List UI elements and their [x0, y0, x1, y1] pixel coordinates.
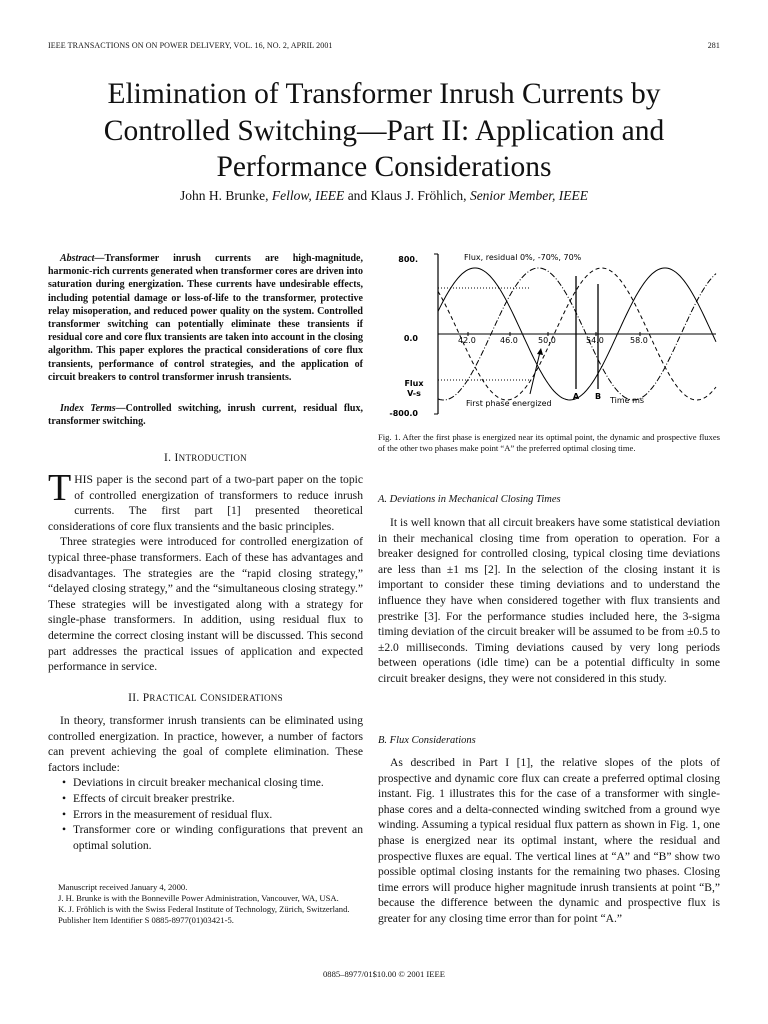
figure-1 — [380, 244, 728, 424]
title-line: Controlled Switching—Part II: Application and — [103, 114, 665, 147]
annotation-arrow — [530, 352, 540, 394]
list-item: • Effects of circuit breaker prestrike. — [73, 791, 363, 807]
x-axis-label: Time ms — [610, 396, 645, 405]
footnote: Publisher Item Identifier S 0885-8977(01)03421-5. — [58, 915, 234, 925]
abstract-text: Transformer inrush currents are high-magnitude, harmonic-rich currents generated when transformer cores are driven into saturation during energization. These currents have undesirable effects, including potential damage or loss-of-life to the transformer, protective relay misoperation, and reduced power quality on the system. Controlled transformer switching can potentially eliminate these transients if residual core and core flux transients are taken into account in the closing algorithm. This paper explores the practical considerations of core flux transients, performance of control strategies, and the application of circuit breakers to control transformer inrush transients. — [48, 253, 363, 383]
list-item: • Errors in the measurement of residual flux. — [73, 807, 363, 823]
list-item: • Transformer core or winding configurations that prevent an optimal solution. — [73, 822, 363, 853]
plot-area — [434, 254, 716, 414]
point-b-label: B — [594, 392, 602, 401]
running-head — [48, 41, 720, 50]
point-a-label: A — [572, 392, 580, 401]
paragraph: Three strategies were introduced for controlled energization of typical three-phase transformers. Each of these has advantages and disadvantages. The strategies are the “rapid closing strategy,” “delayed closing strategy,” and the “simultaneous closing strategy.” These strategies will be investigated along with a strategy for single-phase transformers. In addition, using residual flux to determine the correct closing instant will be discussed. This second part addresses the practical issues of application and expected performance in service. — [48, 535, 363, 674]
drop-cap: T — [48, 467, 72, 509]
footnote: K. J. Fröhlich is with the Swiss Federal Institute of Technology, Zürich, Switzerland. — [58, 904, 350, 914]
author-name: John H. Brunke, — [179, 188, 269, 203]
x-tick-label: 46.0 — [500, 336, 518, 345]
y-axis-label: V-s — [407, 389, 421, 398]
abstract-label: Abstract— — [60, 253, 105, 264]
author-conjunction: and — [347, 188, 368, 203]
author-name: Klaus J. Fröhlich, — [370, 188, 467, 203]
deviations-body — [378, 515, 720, 687]
factor-list — [48, 775, 363, 853]
x-tick-label: 42.0 — [458, 336, 476, 345]
list-item: • Deviations in circuit breaker mechanical closing time. — [73, 775, 363, 791]
paragraph: As described in Part I [1], the relative slopes of the plots of prospective and dynamic core flux can create a preferred optimal closing instant. Fig. 1 illustrates this for the case of a transformer with single-phase cores and a delta-connected winding switched from a ground wye winding. Assuming a typical residual flux pattern as shown in Fig. 1, one phase is energized near its optimal instant, where the residual and prospective fluxes are equal. The vertical lines at “A” and “B” show two possible optimal closing instants for the remaining two phases. Closing time errors will produce higher magnitude inrush transients at point “B,” because the difference between the dynamic and prospective flux is greater for any closing time error than for point “A.” — [378, 756, 720, 925]
index-terms-text: Controlled switching, inrush current, residual flux, transformer switching. — [48, 403, 363, 428]
index-terms-label: Index Terms— — [60, 403, 126, 414]
introduction-body — [48, 467, 363, 675]
page-number: 281 — [707, 41, 720, 50]
author-affiliation: Senior Member, IEEE — [469, 188, 589, 203]
paper-title — [40, 76, 728, 186]
subsection-heading-deviations: A. Deviations in Mechanical Closing Times — [378, 494, 561, 505]
flux-considerations-body — [378, 755, 720, 927]
paragraph: THIS paper is the second part of a two-part paper on the topic of controlled energization of transformers to reduce inrush currents. The first part [1] presented theoretical considerations of core flux transients and the basic principles. — [48, 467, 363, 533]
practical-considerations-body — [48, 713, 363, 853]
x-tick-label: 58.0 — [630, 336, 648, 345]
journal-name: IEEE TRANSACTIONS ON ON POWER DELIVERY, VOL. 16, NO. 2, APRIL 2001 — [48, 41, 333, 50]
paragraph: In theory, transformer inrush transients can be eliminated using controlled energization. In practice, however, a number of factors can prevent achieving the goal of complete elimination. These factors include: — [48, 714, 363, 774]
section-heading-practical-considerations: II. PRACTICAL CONSIDERATIONS — [128, 692, 283, 704]
author-list — [40, 188, 728, 204]
y-tick-label: 800. — [398, 255, 418, 264]
footnotes — [48, 882, 363, 926]
chart-title: Flux, residual 0%, -70%, 70% — [464, 253, 582, 262]
index-terms — [48, 402, 363, 428]
y-tick-label: 0.0 — [403, 334, 418, 343]
subsection-heading-flux: B. Flux Considerations — [378, 735, 476, 746]
arrow-head — [537, 348, 543, 355]
title-line: Elimination of Transformer Inrush Currents by — [107, 78, 661, 110]
first-phase-annotation: First phase energized — [466, 399, 552, 408]
title-line: Performance Considerations — [216, 151, 552, 183]
abstract — [48, 252, 363, 384]
figure-caption: Fig. 1. After the first phase is energized near its optimal point, the dynamic and prospective fluxes of the other two phases make point “A” the preferred optimal closing time. — [378, 432, 720, 453]
paragraph: It is well known that all circuit breakers have some statistical deviation in their mechanical closing time from operation to operation. For a breaker designed for controlled closing, typical closing time deviations are less than ±1 ms [2]. In the selection of the closing instant it is important to consider these timing deviations and to understand the influence they have when considered together with flux transients and prestrike [3]. For the performance studies included here, the 3-sigma timing deviation of the circuit breaker will be assumed to be from ±0.5 to ±2.0 milliseconds. Timing deviations caused by very long periods between operations (idle time) can be a potential difficulty in some circuit breaker designs, they were not considered in this study. — [378, 516, 720, 685]
x-tick-label: 54.0 — [586, 336, 604, 345]
x-tick-label: 50.0 — [538, 336, 556, 345]
flux-chart — [380, 244, 728, 424]
author-affiliation: Fellow, IEEE — [271, 188, 345, 203]
y-tick-label: -800.0 — [389, 409, 418, 418]
footnote: J. H. Brunke is with the Bonneville Power Administration, Vancouver, WA, USA. — [58, 893, 339, 903]
y-axis-label: Flux — [404, 379, 424, 388]
copyright-line: 0885–8977/01$10.00 © 2001 IEEE — [322, 969, 446, 979]
footnote: Manuscript received January 4, 2000. — [58, 882, 188, 892]
section-heading-introduction: I. INTRODUCTION — [164, 452, 247, 464]
